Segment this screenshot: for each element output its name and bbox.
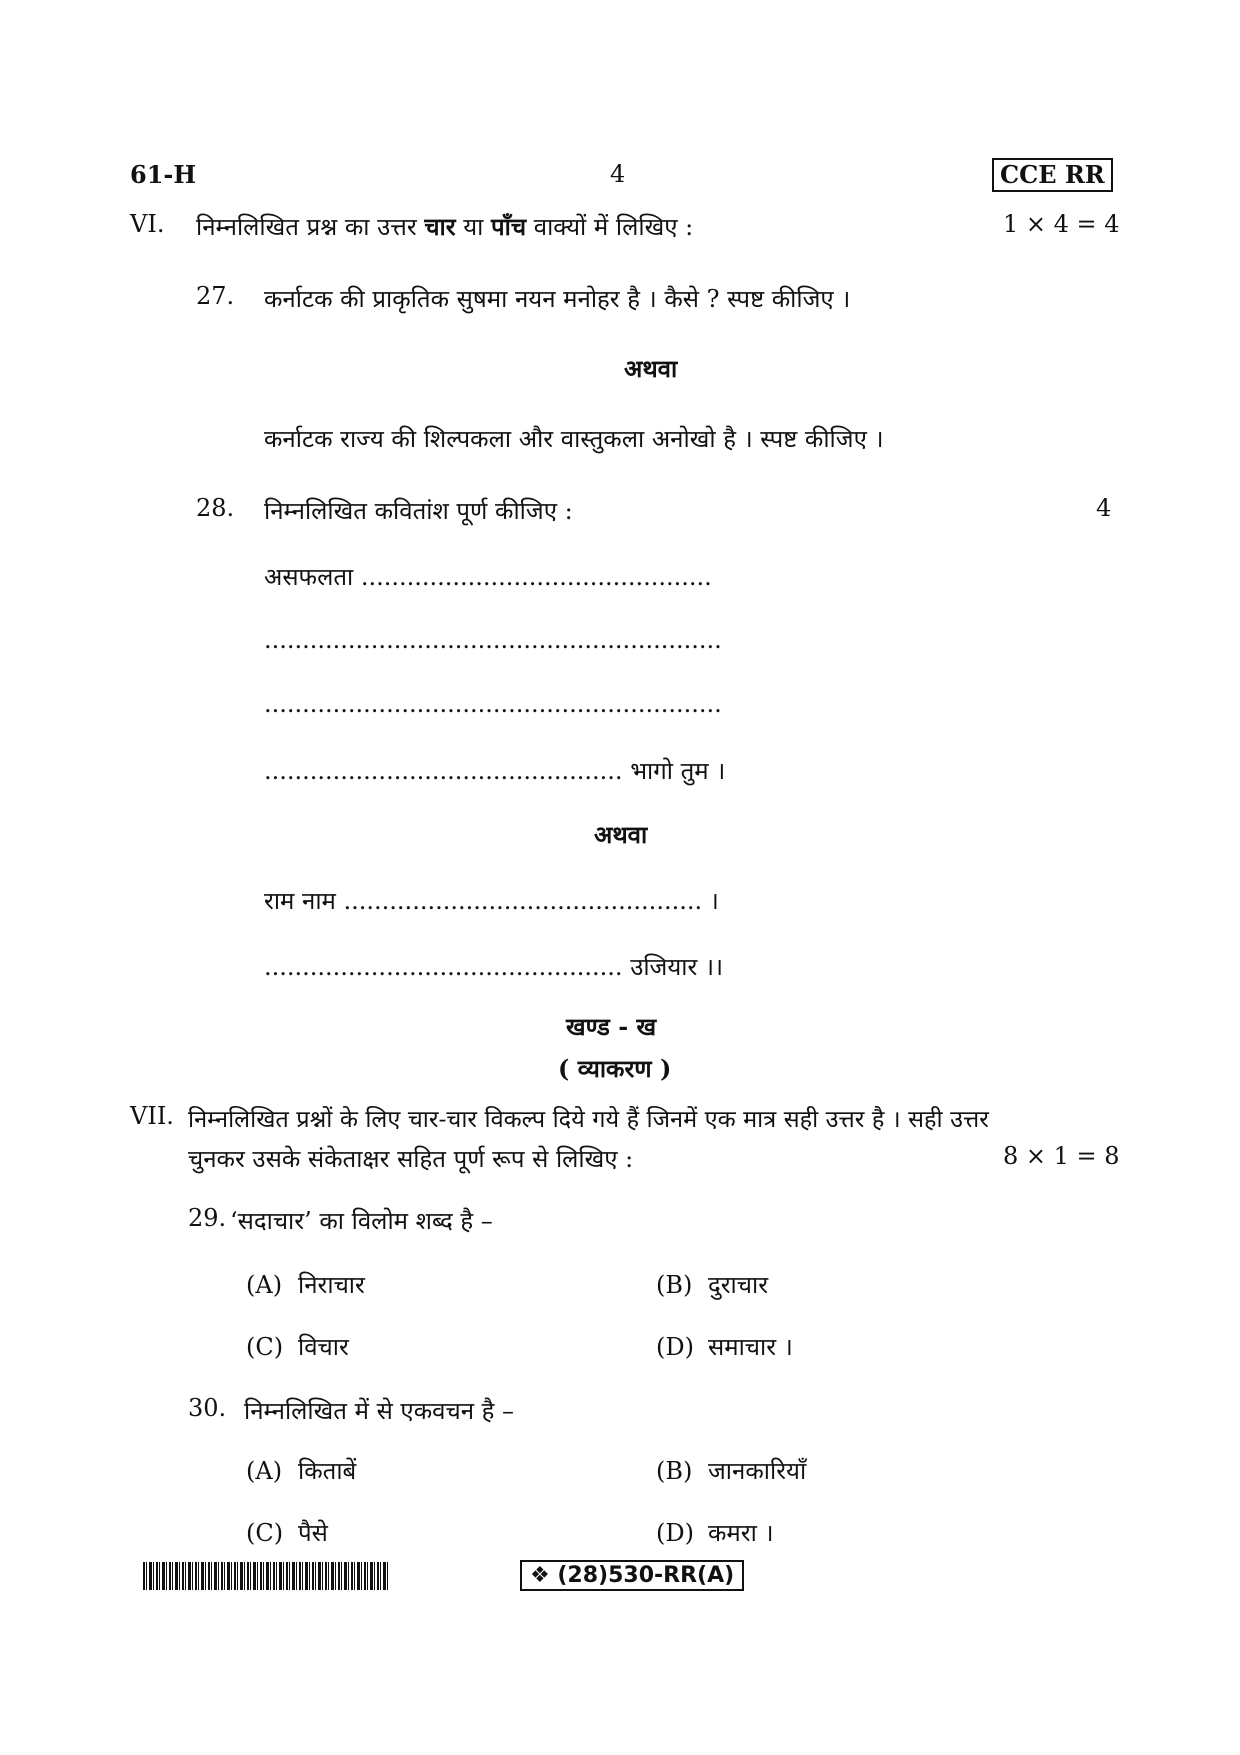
q28-or-label: अथवा <box>594 820 648 849</box>
section-vii-instruction-line2: चुनकर उसके संकेताक्षर सहित पूर्ण रूप से लिखिए : <box>188 1145 634 1173</box>
q30-option-c: (C) पैसे <box>246 1519 328 1547</box>
q29-option-b: (B) दुराचार <box>656 1271 769 1299</box>
q28-number: 28. <box>196 494 235 522</box>
paper-code: 61-H <box>130 160 197 189</box>
q30-option-b: (B) जानकारियाँ <box>656 1457 807 1485</box>
q27-or-label: अथवा <box>624 354 678 383</box>
section-vi-number: VI. <box>130 210 165 238</box>
q30-number: 30. <box>188 1394 227 1422</box>
part-b-subtitle: ( व्याकरण ) <box>558 1054 672 1083</box>
q29-number: 29. <box>188 1204 227 1232</box>
series-box: CCE RR <box>992 158 1113 192</box>
section-vi-instruction: निम्नलिखित प्रश्न का उत्तर चार या पाँच वाक्यों में लिखिए : <box>196 212 694 241</box>
section-vi-marks: 1 × 4 = 4 <box>1003 210 1120 238</box>
q28-line-4: ............................................... भागो तुम । <box>264 757 726 785</box>
barcode <box>143 1562 388 1590</box>
q30-text: निम्नलिखित में से एकवचन है – <box>244 1397 515 1425</box>
q30-option-d: (D) कमरा । <box>656 1519 774 1547</box>
q27-number: 27. <box>196 282 235 310</box>
q28-marks: 4 <box>1096 494 1112 522</box>
page-number: 4 <box>610 160 626 188</box>
section-vii-marks: 8 × 1 = 8 <box>1003 1142 1120 1170</box>
footer-code: ❖ (28)530-RR(A) <box>520 1560 744 1591</box>
section-vii-number: VII. <box>130 1102 174 1130</box>
q27-alt-text: कर्नाटक राज्य की शिल्पकला और वास्तुकला अनोखो है । स्पष्ट कीजिए । <box>264 425 884 453</box>
q29-text: ‘सदाचार’ का विलोम शब्द है – <box>230 1207 493 1235</box>
q29-option-c: (C) विचार <box>246 1333 349 1361</box>
q30-option-a: (A) किताबें <box>246 1457 357 1485</box>
q28-line-3: ............................................................ <box>264 690 722 718</box>
q28-line-2: ............................................................ <box>264 626 722 654</box>
part-b-title: खण्ड - ख <box>566 1012 657 1041</box>
section-vii-instruction-line1: निम्नलिखित प्रश्नों के लिए चार-चार विकल्प दिये गये हैं जिनमें एक मात्र सही उत्तर है । सही उत्तर <box>188 1105 989 1133</box>
q28-alt-line-2: ............................................... उजियार ।। <box>264 953 724 981</box>
q27-text: कर्नाटक की प्राकृतिक सुषमा नयन मनोहर है । कैसे ? स्पष्ट कीजिए । <box>264 285 851 313</box>
q29-option-a: (A) निराचार <box>246 1271 365 1299</box>
q28-text: निम्नलिखित कवितांश पूर्ण कीजिए : <box>264 497 573 525</box>
q29-option-d: (D) समाचार । <box>656 1333 793 1361</box>
q28-alt-line-1: राम नाम ............................................... । <box>264 887 719 915</box>
q28-line-1: असफलता .............................................. <box>264 563 712 591</box>
